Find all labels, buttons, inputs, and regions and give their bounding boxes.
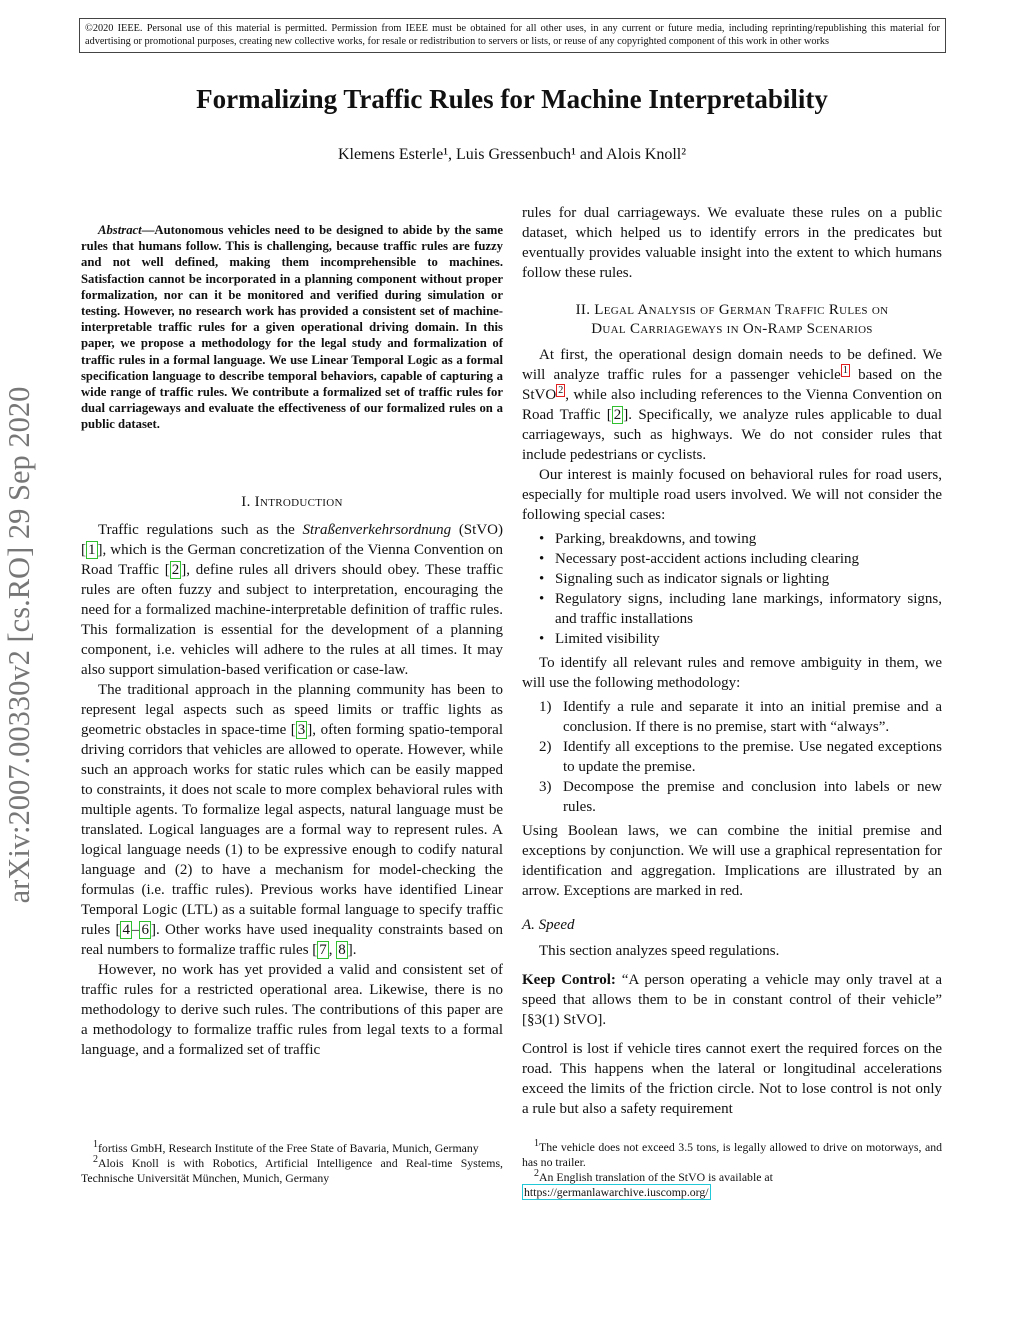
footnote-ref[interactable]: 2: [558, 385, 564, 396]
stvo-term: Straßenverkehrsordnung: [302, 522, 452, 538]
citation-link[interactable]: [ 1 ]: [81, 542, 103, 558]
methodology-steps: [522, 697, 942, 817]
intro-paragraph-2: The traditional approach in the planning community has been to represent legal aspects such as speed limits or traffic lights as geometric obstacles in space-time [ 3 ], often forming spatio-temporal driving corridors that vehicles are allowed to operate. However, while such an approach works for static rules which can be easily mapped to constraints, it does not scale to more complex behavioral rules with multiple agents. To formalize legal aspects, natural language must be translated. Logical languages are a formal way to represent rules. A logical language needs (1) to be expressive enough to codify natural language and (2) to have a mechanism for model-checking the formulas (i.e. traffic rules). Previous works have identified Linear Temporal Logic (LTL) as a suitable formal language to specify traffic rules [ 4 – 6 ]. Other works have used inequality constraints based on real numbers to formalize traffic rules [ 7 , 8 ].: [81, 682, 503, 958]
list-item: • Parking, breakdowns, and towing: [522, 529, 942, 549]
citation-link[interactable]: [ 7 , 8 ]: [312, 942, 353, 958]
section-2-paragraph-4: Using Boolean laws, we can combine the initial premise and exceptions by conjunction. We will use a graphical representation for identification and aggregation. Implications are illustrated by an arrow. Exceptions are marked in red.: [522, 823, 942, 899]
citation-link[interactable]: [ 2 ]: [164, 562, 187, 578]
speed-intro: This section analyzes speed regulations.: [539, 943, 780, 959]
right-column: [522, 203, 942, 1119]
footnote-ref[interactable]: 1: [842, 365, 848, 376]
section-2-paragraph-1: At first, the operational design domain needs to be defined. We will analyze traffic rules for a passenger vehicle $^1$ based on the StVO $^2$ , while also including references to the Vienna Convention on Road Traffic [ 2 ]. Specifically, we analyze rules applicable to dual carriageways, such as highways. We do not consider rules that include pedestrians or cyclists.: [522, 347, 942, 463]
special-cases-list: [522, 529, 942, 649]
footnote-url-line: [522, 1185, 942, 1200]
list-item: • Regulatory signs, including lane markings, informatory signs, and traffic installations: [522, 589, 942, 629]
list-item: • Necessary post-accident actions including clearing: [522, 549, 942, 569]
footnote-2: $^2$An English translation of the StVO is available at: [534, 1168, 773, 1184]
list-item: 1) Identify a rule and separate it into an initial premise and a conclusion. If there is no premise, start with “always”.: [539, 699, 942, 735]
control-explanation: Control is lost if vehicle tires cannot exert the required forces on the road. This happens when the lateral or longitudinal accelerations exceed the limits of the friction circle. Not to lose control is not only a rule but also a safety requirement: [522, 1041, 942, 1117]
section-2-paragraph-2: Our interest is mainly focused on behavioral rules for road users, especially for multiple road users involved. We will not consider the following special cases:: [522, 467, 942, 523]
left-column: [81, 492, 503, 1060]
affiliation-footnotes: [81, 1141, 503, 1186]
abstract-text: —Autonomous vehicles need to be designed to abide by the same rules that humans follow. This is challenging, because traffic rules are fuzzy and not well defined, making them incomprehensible to machines. Satisfaction cannot be incorporated in a planning component without proper formalization, nor can it be monitored and verified during simulation or testing. However, no research work has provided a consistent set of machine-interpretable traffic rules for a given operational driving domain. In this paper, we propose a methodology for the legal study and formalization of traffic rules in a formal language. We use Linear Temporal Logic as a formal specification language to describe temporal behaviors, capable of capturing a wide range of traffic rules. We contribute a formalized set of traffic rules for dual carriageways and evaluate the effectiveness of our formalized rules on a public dataset.: [81, 223, 503, 432]
abstract-label: Abstract: [98, 223, 142, 237]
copyright-notice: ©2020 IEEE. Personal use of this material is permitted. Permission from IEEE must be obtained for all other uses, in any current or future media, including reprinting/republishing this material for advertising or promotional purposes, creating new collective works, for resale or redistribution to servers or lists, or reuse of any copyrighted component of this work in other works: [79, 18, 946, 53]
subsection-speed-heading: A. Speed: [522, 917, 575, 933]
list-item: 3) Decompose the premise and conclusion into labels or new rules.: [539, 779, 942, 815]
author-list: Klemens Esterle¹, Luis Gressenbuch¹ and Alois Knoll²: [337, 146, 687, 163]
section-2-paragraph-3: To identify all relevant rules and remove ambiguity in them, we will use the following methodology:: [522, 655, 942, 691]
stvo-translation-link[interactable]: https://germanlawarchive.iuscomp.org/: [524, 1185, 709, 1199]
abstract: [81, 222, 503, 433]
section-2-heading: II. Legal Analysis of German Traffic Rules on Dual Carriageways in On-Ramp Scenarios: [575, 302, 889, 337]
list-item: 2) Identify all exceptions to the premise. Use negated exceptions to update the premise.: [539, 739, 942, 775]
page-footnotes: [522, 1140, 942, 1200]
paper-title: Formalizing Traffic Rules for Machine Interpretability: [196, 84, 828, 114]
keep-control-rule: Keep Control: “A person operating a vehicle may only travel at a speed that allows them to be in constant control of their vehicle” [§3(1) StVO].: [522, 972, 943, 1028]
list-item: • Signaling such as indicator signals or lighting: [522, 569, 942, 589]
intro-continuation: rules for dual carriageways. We evaluate these rules on a public dataset, which helped us to identify errors in the predicates but eventually provides valuable insight into the extent to which humans follow these rules.: [522, 205, 942, 281]
footnote-2: $^2$Alois Knoll is with Robotics, Artificial Intelligence and Real-time Systems, Technische Universität München, Munich, Germany: [81, 1154, 503, 1185]
arxiv-identifier: arXiv:2007.00330v2 [cs.RO] 29 Sep 2020: [2, 386, 36, 904]
citation-link[interactable]: [ 4 – 6 ]: [115, 922, 156, 938]
footnote-1: $^1$fortiss GmbH, Research Institute of the Free State of Bavaria, Munich, Germany: [93, 1139, 479, 1155]
intro-paragraph-1: Traffic regulations such as the Straßenverkehrsordnung (StVO) [ 1 ], which is the German concretization of the Vienna Convention on Road Traffic [ 2 ], define rules all drivers should obey. These traffic rules are often fuzzy and subject to interpretation, encouraging the need for a formalized machine-interpretable definition of traffic rules. This formalization is essential for the development of a planning component, i.e. vehicles will adhere to the rules at all times. It may also support simulation-based verification or case-law.: [81, 522, 503, 678]
list-item: • Limited visibility: [522, 629, 942, 649]
citation-link[interactable]: [ 2 ]: [606, 407, 629, 423]
footnote-1: $^1$The vehicle does not exceed 3.5 tons, is legally allowed to drive on motorways, and has no trailer.: [522, 1138, 942, 1169]
rule-label: Keep Control:: [522, 972, 616, 988]
citation-link[interactable]: [ 3 ]: [290, 722, 313, 738]
intro-heading: I. Introduction: [241, 494, 343, 510]
intro-paragraph-3: However, no work has yet provided a valid and consistent set of traffic rules for a restricted operational area. Likewise, there is no methodology to derive such rules. The contributions of this paper are a methodology to formalize traffic rules from legal texts to a formal language, and a formalized set of traffic: [81, 962, 503, 1058]
